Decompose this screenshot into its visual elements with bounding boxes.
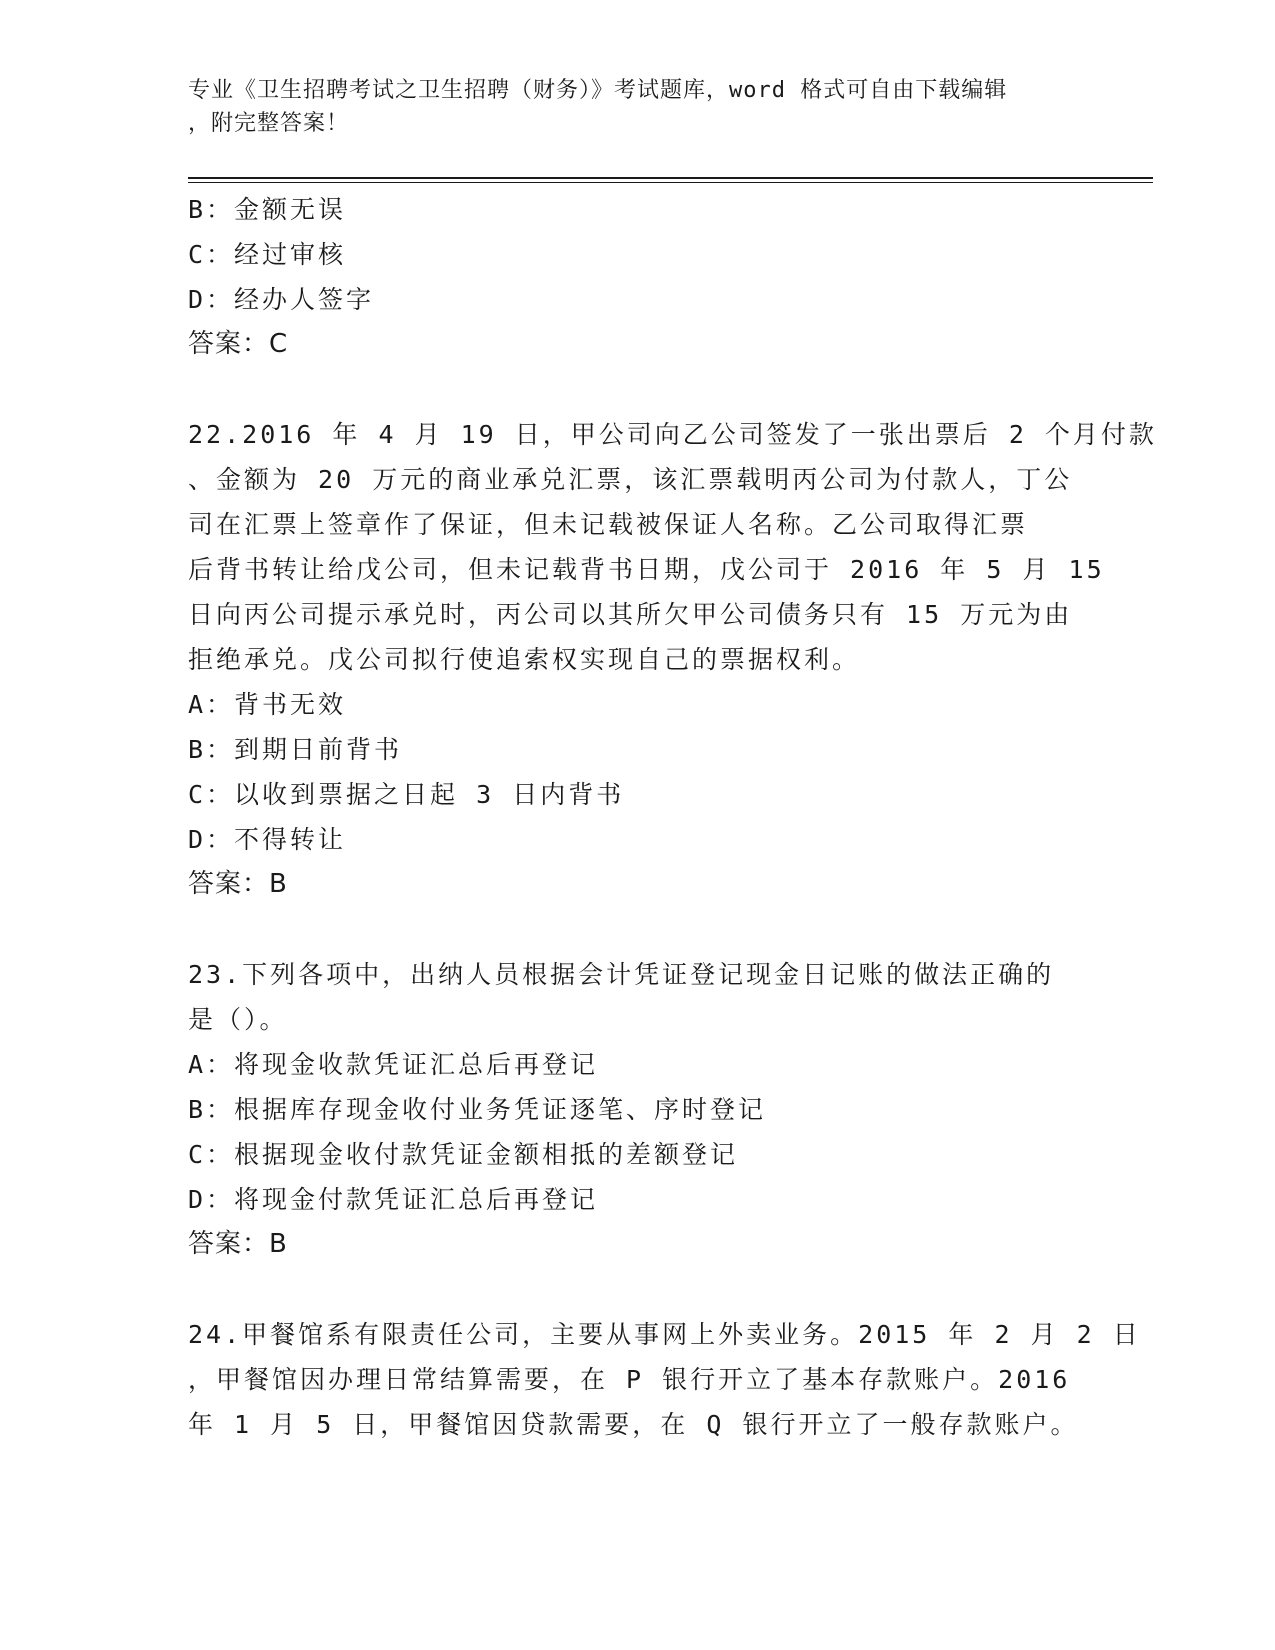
answer-line: 答案：C <box>188 329 289 359</box>
question-24 <box>188 1312 1141 1447</box>
option-c: C：以收到票据之日起 3 日内背书 <box>188 780 625 809</box>
option-d: D：经办人签字 <box>188 285 375 314</box>
question-text-line: 23.下列各项中，出纳人员根据会计凭证登记现金日记账的做法正确的 <box>188 960 1055 989</box>
option-b: B：金额无误 <box>188 195 347 224</box>
question-21-tail <box>188 187 1088 367</box>
header-divider-thin <box>188 182 1153 183</box>
option-a: A：将现金收款凭证汇总后再登记 <box>188 1050 599 1079</box>
question-text-line: 年 1 月 5 日，甲餐馆因贷款需要，在 Q 银行开立了一般存款账户。 <box>188 1410 1079 1439</box>
header-divider-thick <box>188 177 1153 179</box>
question-23 <box>188 952 1088 1267</box>
option-c: C：经过审核 <box>188 240 347 269</box>
question-text-line: 拒绝承兑。戊公司拟行使追索权实现自己的票据权利。 <box>188 645 861 674</box>
answer-line: 答案：B <box>188 869 288 899</box>
option-b: B：到期日前背书 <box>188 735 403 764</box>
page-header <box>188 74 1068 140</box>
answer-line: 答案：B <box>188 1229 288 1259</box>
spacer <box>188 367 1088 412</box>
option-a: A：背书无效 <box>188 690 347 719</box>
question-text-line: 后背书转让给戊公司，但未记载背书日期，戊公司于 2016 年 5 月 15 <box>188 555 1105 584</box>
question-text-line: 、金额为 20 万元的商业承兑汇票，该汇票载明丙公司为付款人，丁公 <box>188 465 1073 494</box>
question-text-line: 司在汇票上签章作了保证，但未记载被保证人名称。乙公司取得汇票 <box>188 510 1029 539</box>
header-line-2: ，附完整答案！ <box>188 111 350 136</box>
question-22 <box>188 412 1157 907</box>
spacer <box>188 907 1088 952</box>
question-text-line: 22.2016 年 4 月 19 日，甲公司向乙公司签发了一张出票后 2 个月付款 <box>188 420 1157 449</box>
question-text-line: 24.甲餐馆系有限责任公司，主要从事网上外卖业务。2015 年 2 月 2 日 <box>188 1320 1141 1349</box>
question-content <box>188 187 1157 1447</box>
option-d: D：将现金付款凭证汇总后再登记 <box>188 1185 599 1214</box>
question-text-line: ，甲餐馆因办理日常结算需要，在 P 银行开立了基本存款账户。2016 <box>188 1365 1071 1394</box>
option-c: C：根据现金收付款凭证金额相抵的差额登记 <box>188 1140 739 1169</box>
question-text-line: 日向丙公司提示承兑时，丙公司以其所欠甲公司债务只有 15 万元为由 <box>188 600 1073 629</box>
option-b: B：根据库存现金收付业务凭证逐笔、序时登记 <box>188 1095 767 1124</box>
spacer <box>188 1267 1088 1312</box>
question-text-line: 是（）。 <box>188 1005 288 1034</box>
header-line-1: 专业《卫生招聘考试之卫生招聘（财务）》考试题库，word 格式可自由下载编辑 <box>188 78 1008 103</box>
option-d: D：不得转让 <box>188 825 347 854</box>
